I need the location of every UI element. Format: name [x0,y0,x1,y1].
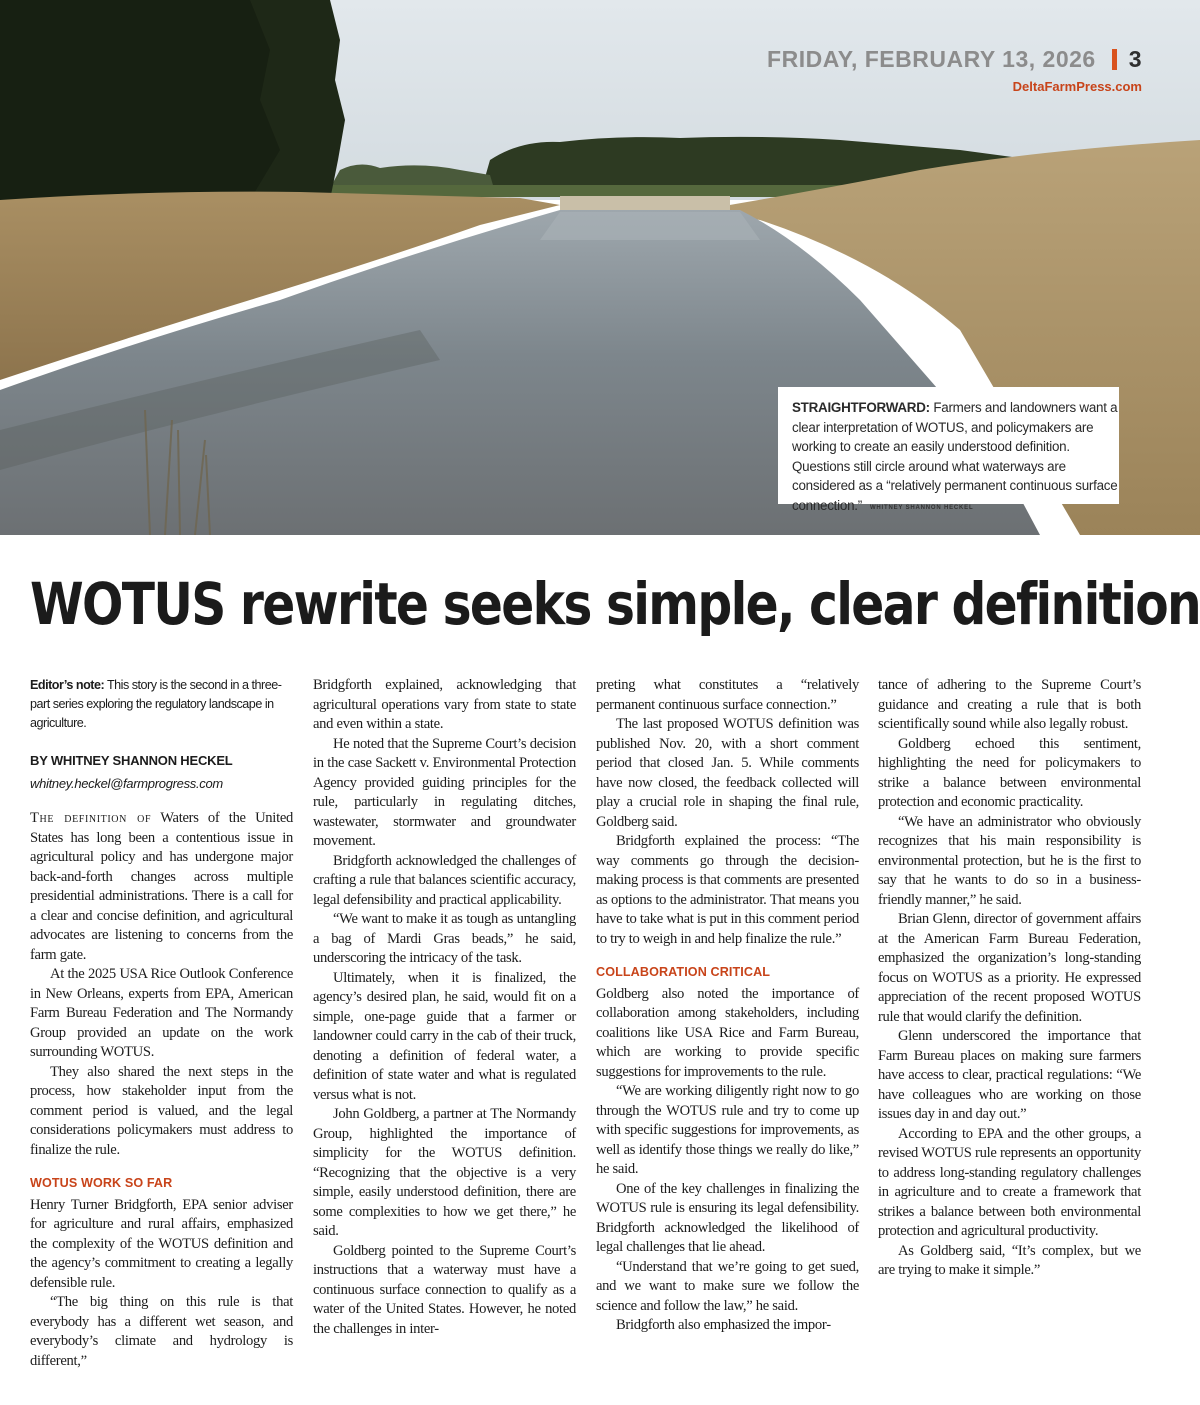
article-column-1 [30,676,293,1371]
paragraph: At the 2025 USA Rice Outlook Conference in New Orleans, experts from EPA, American Farm Bureau Federation and The Normandy Group provided an update on the work surrounding WOTUS. [30,966,293,1060]
paragraph: “Understand that we’re going to get sued, and we want to make sure we follow the science and follow the law,” he said. [596,1258,859,1314]
paragraph: Ultimately, when it is finalized, the agency’s desired plan, he said, would fit on a simple, one-page guide that a farmer or landowner could carry in the cab of their truck, denoting a definition of federal water, a definition of state water and what is regulated versus what is not. [313,969,576,1103]
photo-credit: WHITNEY SHANNON HECKEL [869,504,974,511]
byline: BY WHITNEY SHANNON HECKEL [30,753,233,768]
website-link[interactable]: DeltaFarmPress.com [1012,79,1142,94]
paragraph: Goldberg also noted the importance of collaboration among stakeholders, including coalitions like USA Rice and Farm Bureau, which are working to provide specific suggestions for improvements to the rule. [596,985,859,1080]
subhead-collaboration: COLLABORATION CRITICAL [596,965,771,979]
paragraph: “We want to make it as tough as untangling a bag of Mardi Gras beads,” he said, underscoring the intricacy of the task. [313,911,576,966]
editors-note [30,676,293,733]
date-and-page [767,46,1142,73]
paragraph: tance of adhering to the Supreme Court’s guidance and creating a rule that is both scientifically sound while also legally robust. [878,677,1141,732]
editors-note-text: This story is the second in a three-part series exploring the regulatory landscape in agriculture. [30,678,282,730]
paragraph: Bridgforth acknowledged the challenges of crafting a rule that balances scientific accuracy, legal defensibility and practical applicability. [313,852,576,908]
folio-divider [1112,49,1117,70]
paragraph: The definition of Waters of the United States has long been a contentious issue in agricultural policy and has undergone major back-and-forth changes across multiple presidential administrations. There is a call for a clear and concise definition, and agricultural advocates are listening to concerns from the farm gate. [30,810,293,963]
paragraph: According to EPA and the other groups, a revised WOTUS rule represents an opportunity to address long-standing regulatory challenges in agriculture and to create a framework that strikes a balance between both environmental protection and agricultural productivity. [878,1125,1141,1239]
editors-note-label: Editor’s note: [30,678,105,692]
paragraph: preting what constitutes a “relatively permanent continuous surface connection.” [596,677,859,713]
paragraph: Henry Turner Bridgforth, EPA senior adviser for agriculture and rural affairs, emphasized the complexity of the WOTUS definition and the agency’s commitment to creating a legally defensible rule. [30,1196,293,1291]
caption-lead: STRAIGHTFORWARD: [792,400,930,415]
paragraph: The last proposed WOTUS definition was published Nov. 20, with a short comment period that closed Jan. 5. While comments have now closed, the feedback collected will play a crucial role in shaping the final rule, Goldberg said. [596,716,859,830]
paragraph: Bridgforth also emphasized the impor- [616,1317,831,1333]
paragraph: “We have an administrator who obviously recognizes that his main responsibility is environmental protection, but he is the first to say that he wants to do so in a business-friendly manner,” he said. [878,813,1141,908]
page-folio [767,46,1142,94]
paragraph: “The big thing on this rule is that everybody has a different wet season, and everybody’s climate and hydrology is different,” [30,1294,293,1369]
paragraph: Bridgforth explained the process: “The way comments go through the decision-making process is that comments are presented as options to the administrator. That means you have to take what is put in this comment period to try to weigh in and help finalize the rule.” [596,833,859,947]
article-column-3 [596,676,859,1336]
paragraph: Goldberg echoed this sentiment, highlighting the need for policymakers to strike a balance between environmental protection and economic practicality. [878,735,1141,810]
paragraph: Goldberg pointed to the Supreme Court’s instructions that a waterway must have a continuous surface connection to qualify as a water of the United States. However, he noted the challenges in inter- [313,1242,576,1337]
page-number: 3 [1128,46,1142,72]
issue-date: FRIDAY, FEBRUARY 13, 2026 [767,46,1096,72]
author-email[interactable]: whitney.heckel@farmprogress.com [30,775,223,791]
photo-caption [778,387,1119,513]
paragraph: Brian Glenn, director of government affairs at the American Farm Bureau Federation, emphasized the organization’s long-standing focus on WOTUS as a priority. He expressed appreciation of the recent proposed WOTUS rule that would clarify the definition. [878,911,1141,1025]
paragraph: He noted that the Supreme Court’s decision in the case Sackett v. Environmental Protection Agency provided guiding principles for the rule, particularly in regulating ditches, wastewater, stormwater and groundwater movement. [313,735,576,849]
caption-text: Farmers and landowners want a clear interpretation of WOTUS, and policymakers are working to create an easily understood definition. Questions still circle around what waterways are considered as a “relatively permanent continuous surface connection.” [792,400,1118,513]
article-column-4 [878,676,1141,1281]
paragraph: They also shared the next steps in the process, how stakeholder input from the comment period is valued, and the legal considerations policymakers must address to finalize the rule. [30,1063,293,1158]
paragraph: As Goldberg said, “It’s complex, but we are trying to make it simple.” [878,1242,1141,1278]
paragraph: “We are working diligently right now to go through the WOTUS rule and try to come up with specific suggestions for improvements, as well as identify those things we really do like,” he said. [596,1083,859,1177]
subhead-wotus-work: WOTUS WORK SO FAR [30,1176,173,1190]
article-column-2 [313,676,576,1339]
paragraph: One of the key challenges in finalizing the WOTUS rule is ensuring its legal defensibility. Bridgforth acknowledged the likelihood of legal challenges that lie ahead. [596,1180,859,1255]
paragraph: Bridgforth explained, acknowledging that agricultural operations vary from state to state and even within a state. [313,677,576,732]
article-headline: WOTUS rewrite seeks simple, clear definition [30,570,1200,638]
paragraph: John Goldberg, a partner at The Normandy Group, highlighted the importance of simplicity for the WOTUS definition. “Recognizing that the objective is a very simple, easily understood definition, there are some complexities to how we get there,” he said. [313,1106,576,1239]
lead-in: The definition of [30,810,152,826]
paragraph: Glenn underscored the importance that Farm Bureau places on making sure farmers have access to clear, practical regulations: “We have colleagues who are working on those issues day in and day out.” [878,1028,1141,1122]
